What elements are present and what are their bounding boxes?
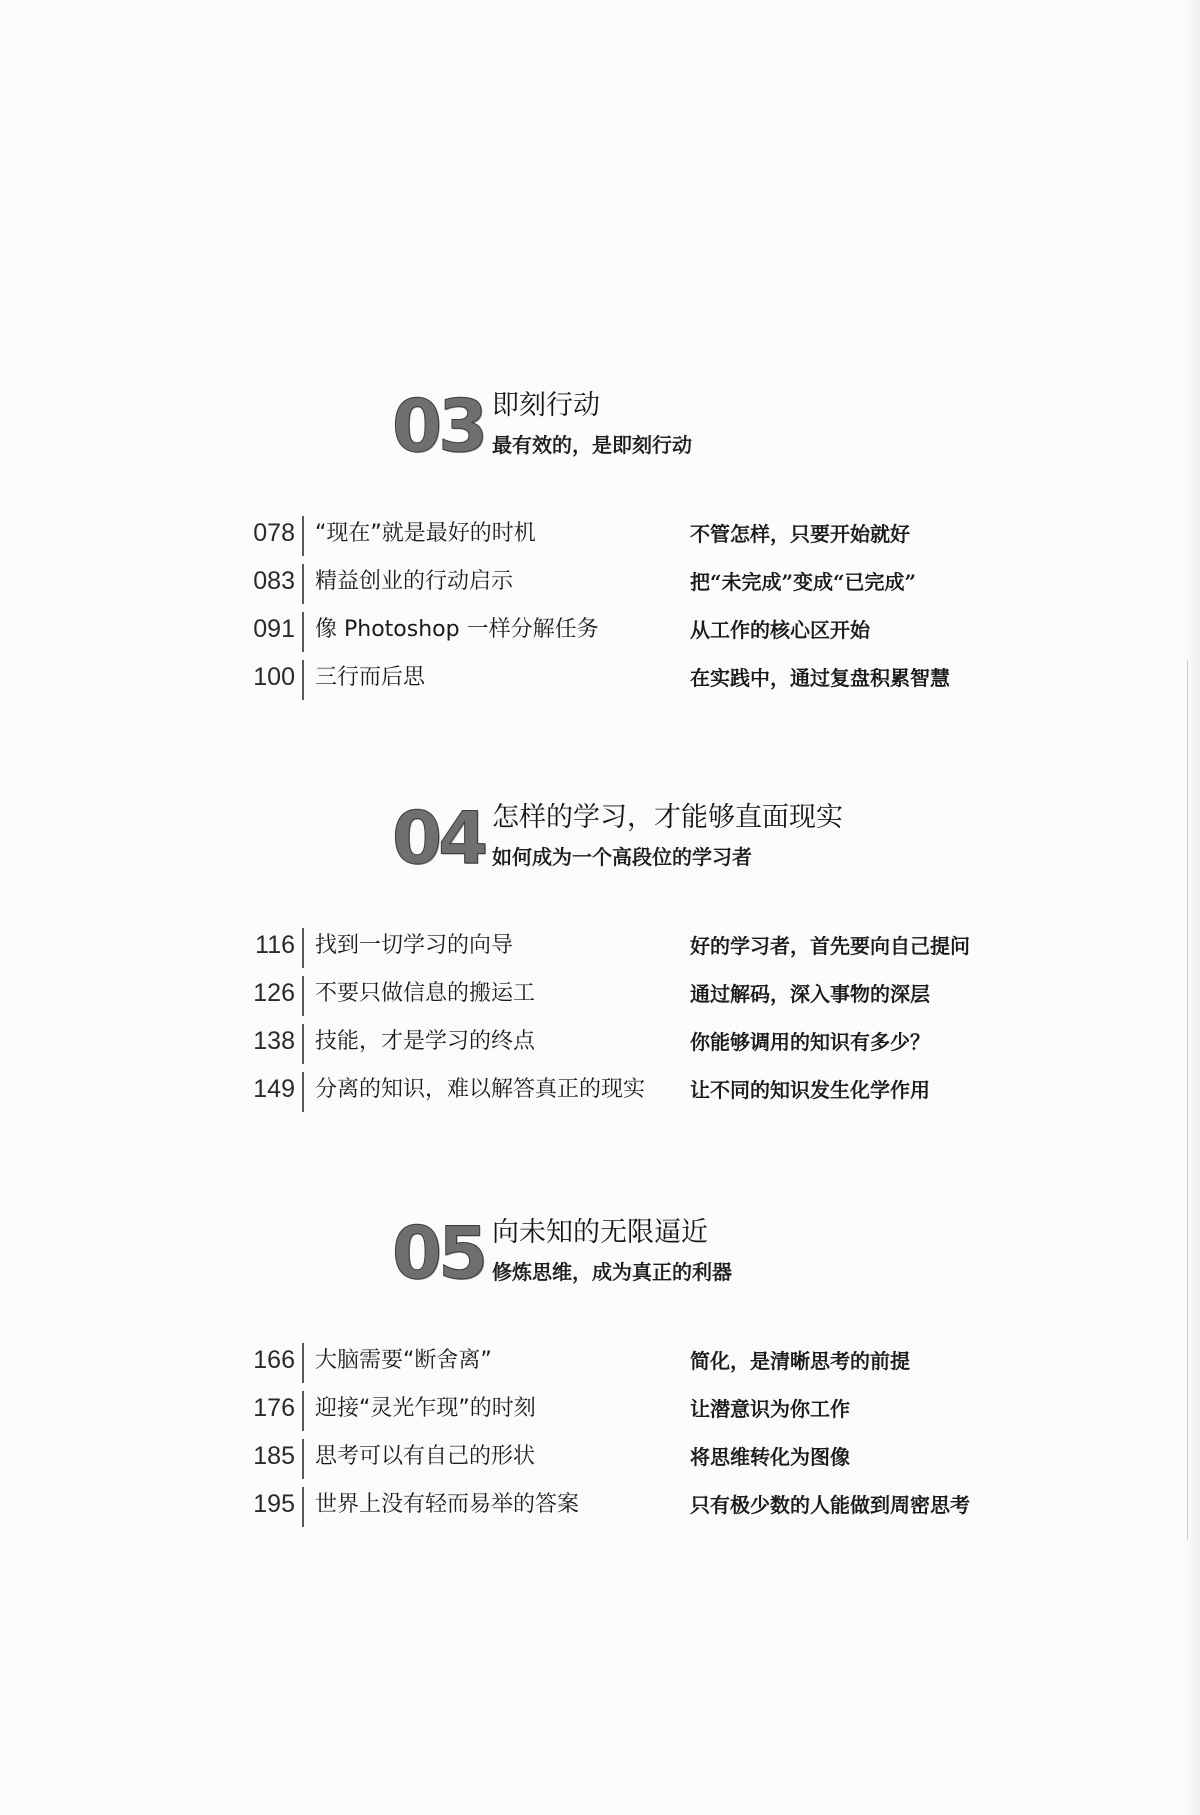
toc-entry[interactable] bbox=[0, 1387, 1200, 1435]
divider-line bbox=[302, 1391, 304, 1431]
page-number: 149 bbox=[253, 1075, 295, 1103]
entry-note: 让潜意识为你工作 bbox=[690, 1397, 850, 1421]
toc-entry[interactable] bbox=[0, 1435, 1200, 1483]
toc-entry[interactable] bbox=[0, 608, 1200, 656]
divider-line bbox=[302, 660, 304, 700]
page-number: 166 bbox=[253, 1346, 295, 1374]
entry-note: 通过解码，深入事物的深层 bbox=[690, 982, 930, 1006]
chapter-title: 向未知的无限逼近 bbox=[492, 1217, 708, 1248]
entry-title: 不要只做信息的搬运工 bbox=[315, 981, 536, 1006]
entry-title: 像 Photoshop 一样分解任务 bbox=[315, 617, 599, 642]
toc-entry[interactable] bbox=[0, 924, 1200, 972]
page-edge-shadow bbox=[1186, 0, 1200, 1815]
entry-note: 只有极少数的人能做到周密思考 bbox=[690, 1493, 970, 1517]
toc-entry[interactable] bbox=[0, 512, 1200, 560]
entry-title: 三行而后思 bbox=[315, 665, 426, 690]
chapter-subtitle: 如何成为一个高段位的学习者 bbox=[492, 845, 752, 869]
entry-title: “现在”就是最好的时机 bbox=[315, 521, 536, 546]
page-number: 100 bbox=[253, 663, 295, 691]
entry-note: 让不同的知识发生化学作用 bbox=[690, 1078, 930, 1102]
entry-title: 大脑需要“断舍离” bbox=[315, 1348, 492, 1373]
toc-entry[interactable] bbox=[0, 1020, 1200, 1068]
toc-list bbox=[0, 512, 1200, 704]
divider-line bbox=[302, 1072, 304, 1112]
entry-title: 思考可以有自己的形状 bbox=[315, 1444, 536, 1469]
entry-note: 不管怎样，只要开始就好 bbox=[690, 522, 910, 546]
page-number: 091 bbox=[253, 615, 295, 643]
entry-title: 迎接“灵光乍现”的时刻 bbox=[315, 1396, 536, 1421]
page-number: 185 bbox=[253, 1442, 295, 1470]
chapter-number: 03 bbox=[392, 384, 485, 468]
entry-note: 好的学习者，首先要向自己提问 bbox=[690, 934, 970, 958]
divider-line bbox=[302, 612, 304, 652]
entry-note: 简化，是清晰思考的前提 bbox=[690, 1349, 910, 1373]
entry-title: 找到一切学习的向导 bbox=[315, 933, 514, 958]
chapter-title: 怎样的学习，才能够直面现实 bbox=[492, 802, 843, 833]
divider-line bbox=[302, 1439, 304, 1479]
entry-title: 技能，才是学习的终点 bbox=[315, 1029, 536, 1054]
chapter-subtitle: 修炼思维，成为真正的利器 bbox=[492, 1260, 732, 1284]
chapter-number: 04 bbox=[392, 796, 485, 880]
toc-entry[interactable] bbox=[0, 560, 1200, 608]
toc-entry[interactable] bbox=[0, 1068, 1200, 1116]
entry-note: 从工作的核心区开始 bbox=[690, 618, 870, 642]
page-number: 116 bbox=[255, 931, 295, 959]
entry-title: 分离的知识，难以解答真正的现实 bbox=[315, 1077, 646, 1102]
toc-entry[interactable] bbox=[0, 656, 1200, 704]
divider-line bbox=[302, 1343, 304, 1383]
toc-entry[interactable] bbox=[0, 1483, 1200, 1531]
divider-line bbox=[302, 976, 304, 1016]
entry-note: 你能够调用的知识有多少？ bbox=[690, 1030, 930, 1054]
entry-title: 精益创业的行动启示 bbox=[315, 569, 514, 594]
entry-note: 将思维转化为图像 bbox=[690, 1445, 850, 1469]
toc-list bbox=[0, 1339, 1200, 1531]
entry-note: 把“未完成”变成“已完成” bbox=[690, 570, 917, 594]
divider-line bbox=[302, 1487, 304, 1527]
toc-entry[interactable] bbox=[0, 1339, 1200, 1387]
page-number: 078 bbox=[253, 519, 295, 547]
page-number: 176 bbox=[253, 1394, 295, 1422]
chapter-title: 即刻行动 bbox=[492, 390, 600, 421]
toc-entry[interactable] bbox=[0, 972, 1200, 1020]
chapter-number: 05 bbox=[392, 1211, 485, 1295]
page-number: 138 bbox=[253, 1027, 295, 1055]
page-number: 195 bbox=[253, 1490, 295, 1518]
entry-title: 世界上没有轻而易举的答案 bbox=[315, 1492, 580, 1517]
chapter-subtitle: 最有效的，是即刻行动 bbox=[492, 433, 692, 457]
divider-line bbox=[302, 1024, 304, 1064]
entry-note: 在实践中，通过复盘积累智慧 bbox=[690, 666, 950, 690]
page-number: 126 bbox=[253, 979, 295, 1007]
divider-line bbox=[302, 516, 304, 556]
divider-line bbox=[302, 928, 304, 968]
page-number: 083 bbox=[253, 567, 295, 595]
toc-list bbox=[0, 924, 1200, 1116]
divider-line bbox=[302, 564, 304, 604]
